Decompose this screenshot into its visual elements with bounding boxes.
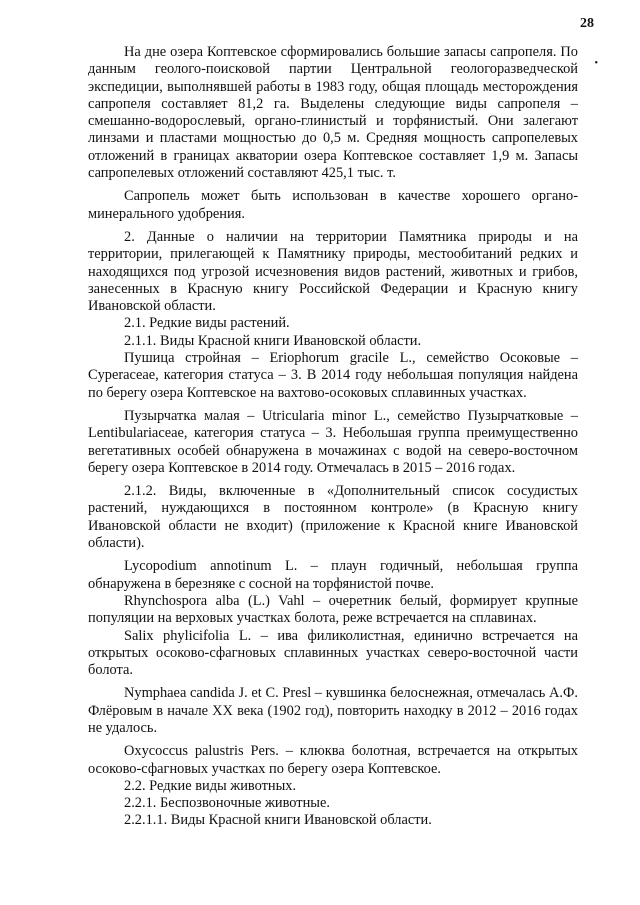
page-number: 28 bbox=[580, 16, 594, 31]
paragraph-lycopodium: Lycopodium annotinum L. – плаун годичный, небольшая группа обнаружена в березняке с сосной на торфянистой почве. bbox=[88, 558, 578, 592]
paragraph-sapropel-deposits: На дне озера Коптевское сформировались большие запасы сапропеля. По данным геолого-поисковой партии Центральной геологоразведческой экспедиции, выполнявшей работы в 1983 году, общая площадь месторождения сапропеля составляет 81,2 га. Выделены следующие виды сапропеля – смешанно-водорослевый, органо-глинистый и торфянистый. Они залегают линзами и пластами мощностью до 0,5 м. Средняя мощность сапропелевых отложений в границах акватории озера Коптевское составляет 1,9 м. Запасы сапропелевых отложений составляют 425,1 тыс. т. bbox=[88, 44, 578, 182]
paragraph-sapropel-use: Сапропель может быть использован в качестве хорошего органо-минерального удобрения. bbox=[88, 188, 578, 222]
stray-mark: • bbox=[594, 58, 598, 69]
heading-2-1: 2.1. Редкие виды растений. bbox=[124, 315, 290, 332]
paragraph-utricularia: Пузырчатка малая – Utricularia minor L., семейство Пузырчатковые – Lentibulariaceae, категория статуса – 3. Небольшая группа преимущественно вегетативных особей обнаружена в мочажинах с водой на северо-восточном берегу озера Коптевское в 2014 году. Отмечалась в 2015 – 2016 годах. bbox=[88, 407, 578, 476]
paragraph-nymphaea: Nymphaea candida J. et C. Presl – кувшинка белоснежная, отмечалась А.Ф. Флёровым в начале XX века (1902 год), повторить находку в 2012 – 2016 годах не удалось. bbox=[88, 685, 578, 736]
paragraph-rhynchospora: Rhynchospora alba (L.) Vahl – очеретник белый, формирует крупные популяции на верховых участках болота, реже встречается на сплавинах. bbox=[88, 592, 578, 627]
heading-2-1-1: 2.1.1. Виды Красной книги Ивановской области. bbox=[124, 332, 422, 349]
heading-2-2: 2.2. Редкие виды животных. bbox=[124, 777, 297, 794]
paragraph-salix: Salix phylicifolia L. – ива филиколистная, единично встречается на открытых осоково-сфагновых сплавинных участках северо-восточной части болота. bbox=[88, 627, 578, 679]
document-body bbox=[88, 44, 578, 830]
heading-2-2-1-1: 2.2.1.1. Виды Красной книги Ивановской области. bbox=[124, 812, 432, 829]
paragraph-section-2: 2. Данные о наличии на территории Памятника природы и на территории, прилегающей к Памятнику природы, местообитаний редких и находящихся под угрозой исчезновения видов растений, животных и грибов, занесенных в Красную книгу Российской Федерации и Красную книгу Ивановской области. bbox=[88, 228, 578, 315]
heading-2-2-1: 2.2.1. Беспозвоночные животные. bbox=[124, 795, 330, 812]
paragraph-eriophorum: Пушица стройная – Eriophorum gracile L., семейство Осоковые – Cyperaceae, категория статуса – 3. В 2014 году небольшая популяция найдена по берегу озера Коптевское на вахтово-осоковых сплавинных участках. bbox=[88, 350, 578, 401]
paragraph-oxycoccus: Oxycoccus palustris Pers. – клюква болотная, встречается на открытых осоково-сфагновых участках по берегу озера Коптевское. bbox=[88, 743, 578, 777]
paragraph-section-2-1-2: 2.1.2. Виды, включенные в «Дополнительный список сосудистых растений, нуждающихся в постоянном контроле» (в Красную книгу Ивановской области не входит) (приложение к Красной книге Ивановской области). bbox=[88, 483, 578, 552]
